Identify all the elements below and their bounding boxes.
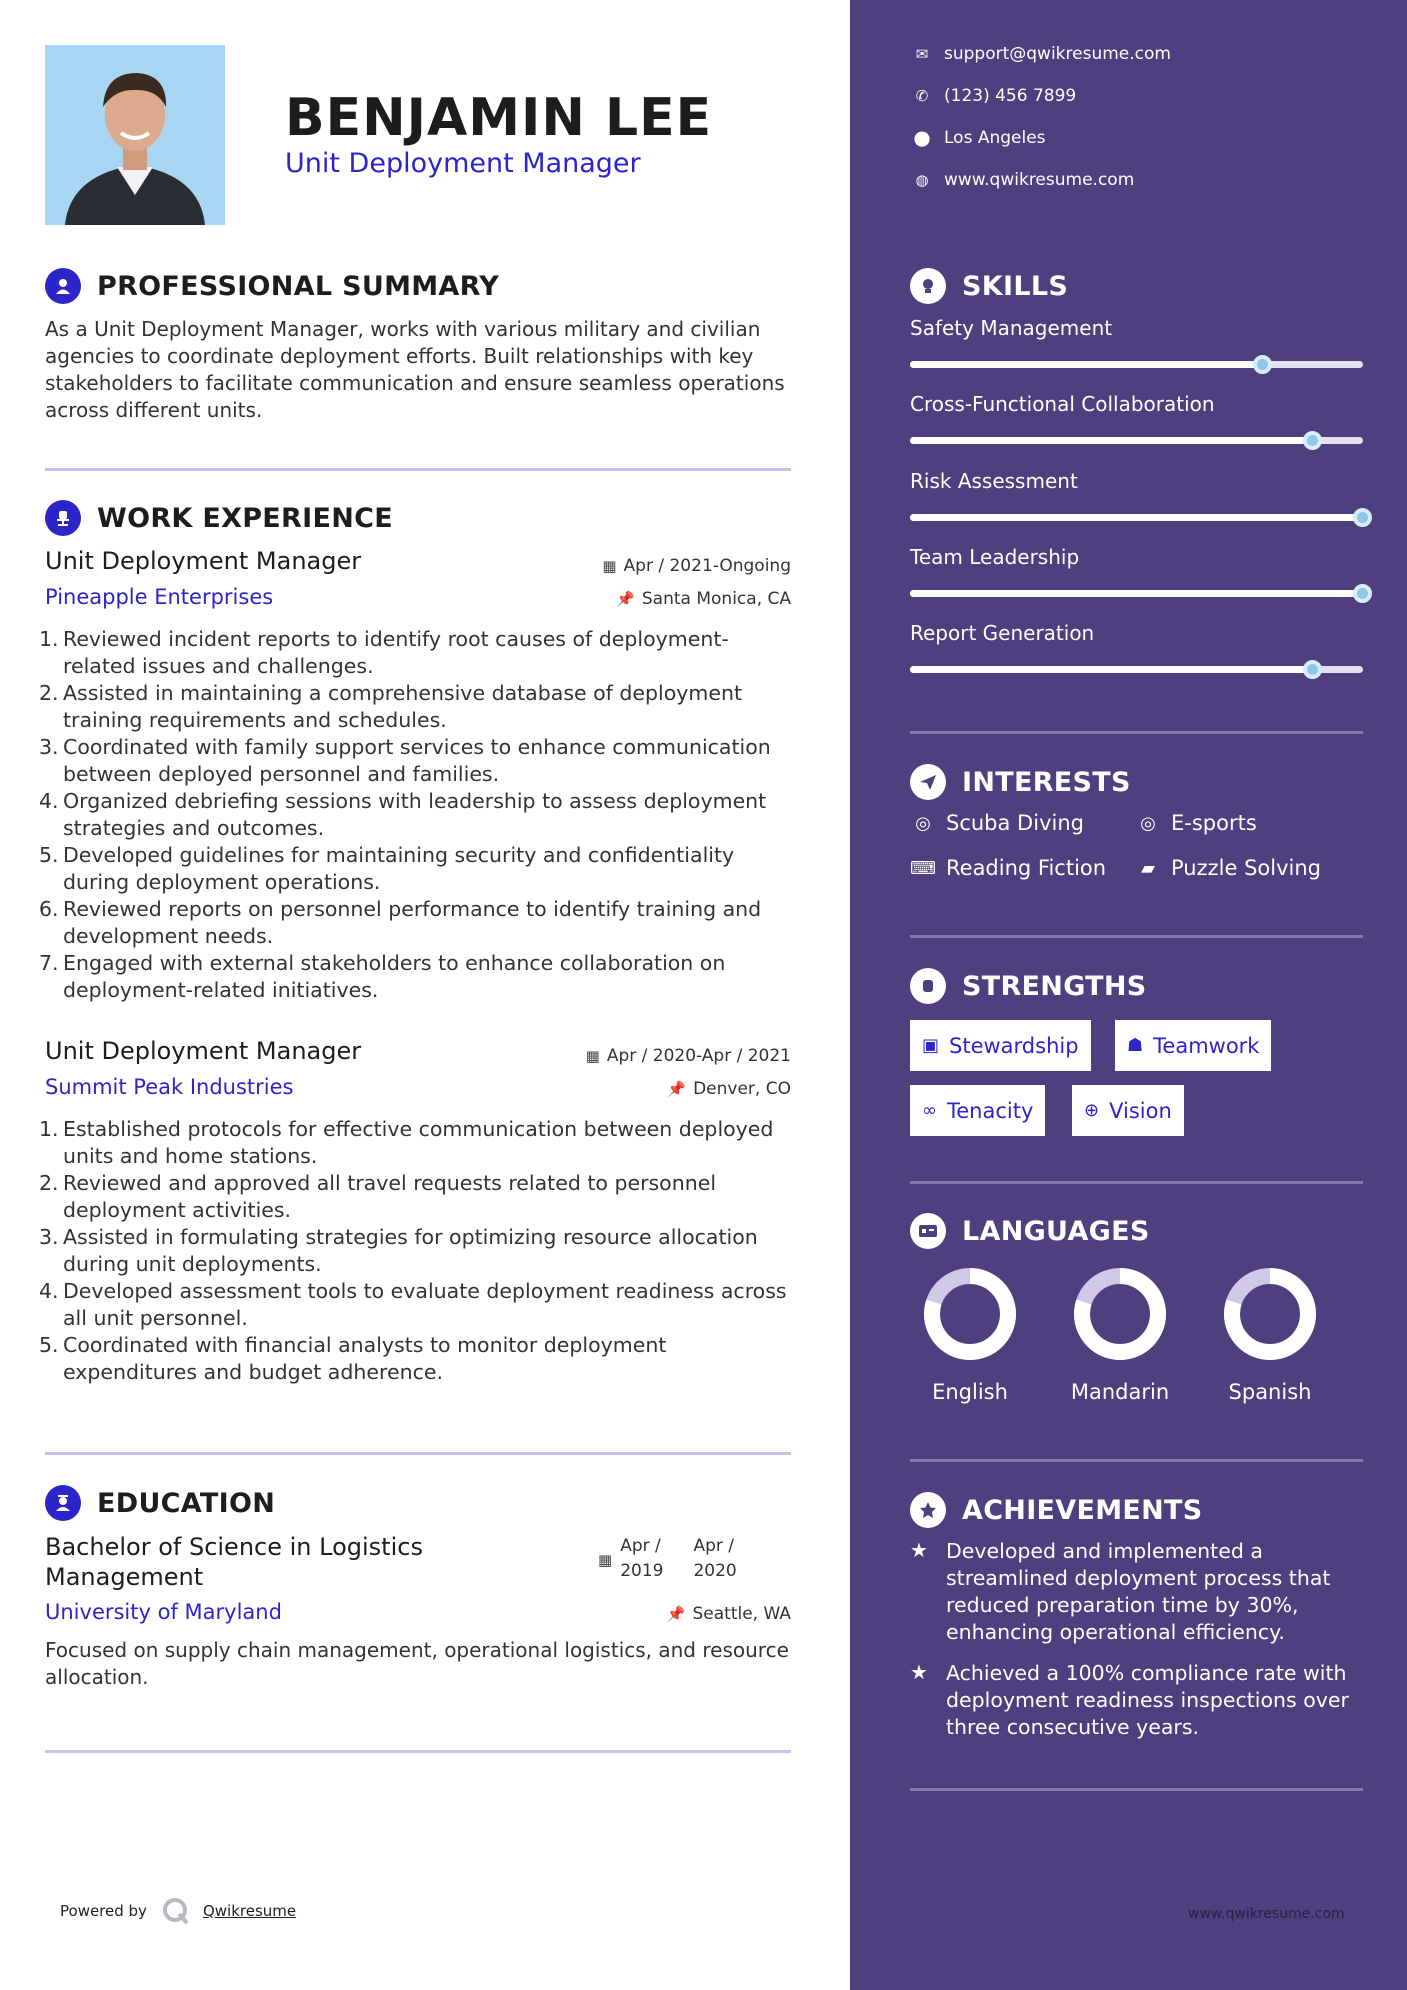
shooting-star-icon: ★	[910, 1660, 928, 1684]
degree-line: Bachelor of Science in Logistics	[45, 1533, 423, 1561]
languages-header	[910, 1213, 1150, 1249]
skill-fill	[910, 666, 1313, 673]
paper-plane-icon	[910, 764, 946, 800]
skill-fill	[910, 361, 1263, 368]
email-text[interactable]: support@qwikresume.com	[944, 44, 1171, 64]
qwikresume-link[interactable]: Qwikresume	[202, 1902, 297, 1920]
contact-email	[910, 44, 1171, 64]
skill-fill	[910, 590, 1363, 597]
profile-photo	[45, 45, 225, 225]
phone-text: (123) 456 7899	[944, 86, 1077, 106]
language-label: Mandarin	[1070, 1380, 1170, 1404]
end-month: Apr /	[693, 1536, 734, 1556]
graduate-icon	[45, 1485, 81, 1521]
job-dates-text: Apr / 2021-Ongoing	[623, 556, 791, 576]
education-text: Focused on supply chain management, operational logistics, and resource allocation.	[45, 1638, 789, 1689]
contact-phone	[910, 86, 1076, 106]
qwikresume-logo-icon	[161, 1896, 191, 1926]
job-dates	[602, 556, 791, 576]
divider	[45, 1750, 791, 1753]
divider	[45, 1452, 791, 1455]
powered-by-label: Powered by	[60, 1902, 147, 1920]
skill-label: Cross-Functional Collaboration	[910, 392, 1215, 416]
globe-icon: ◍	[915, 171, 929, 189]
list-item: 4. Organized debriefing sessions with leadership to assess deployment strategies and outcomes.	[39, 789, 767, 840]
interest-label: E-sports	[1171, 811, 1257, 835]
list-item: 4. Developed assessment tools to evaluate deployment readiness across all unit personnel.	[39, 1279, 787, 1330]
achievements-title: ACHIEVEMENTS	[962, 1494, 1203, 1526]
summary-header	[45, 268, 499, 304]
summary-text: As a Unit Deployment Manager, works with various military and civilian agencies to coordinate deployment efforts. Built relationships with key stakeholders to facilitate communication and ensure seamless operations across different units.	[45, 317, 785, 422]
star-badge-icon	[910, 1492, 946, 1528]
list-item: 2. Reviewed and approved all travel requests related to personnel deployment activities.	[39, 1171, 717, 1222]
language-item	[900, 1264, 1040, 1404]
skill-fill	[910, 514, 1363, 521]
job-company: Pineapple Enterprises	[45, 585, 274, 609]
interest-item	[910, 856, 1106, 880]
skill-knob	[1353, 508, 1372, 527]
skill-label: Risk Assessment	[910, 469, 1078, 493]
life-ring-icon: ◎	[1140, 812, 1156, 834]
link-icon: ∞	[922, 1100, 937, 1121]
list-item: 7. Engaged with external stakeholders to enhance collaboration on deployment-related initiatives.	[39, 951, 726, 1002]
job-location-text: Denver, CO	[693, 1079, 791, 1099]
shooting-star-icon: ★	[910, 1538, 928, 1562]
fist-icon	[910, 968, 946, 1004]
end-year: 2020	[693, 1561, 737, 1581]
languages-title: LANGUAGES	[962, 1215, 1150, 1247]
pin-icon: 📌	[616, 590, 635, 608]
skill-bar	[910, 590, 1363, 597]
calendar-icon: ▦	[602, 557, 617, 575]
skill-knob	[1353, 584, 1372, 603]
skill-bar	[910, 514, 1363, 521]
interest-label: Scuba Diving	[946, 811, 1084, 835]
list-item: 6. Reviewed reports on personnel performance to identify training and development needs.	[39, 897, 762, 948]
strength-label: Stewardship	[949, 1033, 1079, 1058]
job-location	[616, 589, 791, 609]
experience-header	[45, 500, 393, 536]
office-chair-icon	[45, 500, 81, 536]
strength-chip	[1072, 1085, 1184, 1136]
job-location	[667, 1079, 791, 1099]
strength-chip	[910, 1085, 1045, 1136]
pin-icon: 📌	[666, 1605, 686, 1623]
list-item: 5. Developed guidelines for maintaining security and confidentiality during deployment operations.	[39, 843, 735, 894]
lightbulb-icon	[910, 268, 946, 304]
website-text[interactable]: www.qwikresume.com	[944, 170, 1135, 190]
interests-title: INTERESTS	[962, 766, 1131, 798]
calendar-icon: ▦	[585, 1047, 600, 1065]
skill-knob	[1303, 660, 1322, 679]
summary-title: PROFESSIONAL SUMMARY	[97, 270, 500, 302]
book-icon: ▰	[1141, 857, 1155, 879]
skill-label: Safety Management	[910, 316, 1113, 340]
job-title: Unit Deployment Manager	[45, 547, 362, 575]
life-ring-icon: ◎	[915, 812, 931, 834]
start-year: 2019	[620, 1561, 664, 1581]
interests-header	[910, 764, 1131, 800]
sidebar	[850, 0, 1407, 1990]
achievement-item	[910, 1660, 1370, 1741]
divider	[910, 731, 1363, 734]
calendar-icon: ▦	[598, 1551, 613, 1569]
skill-bar	[910, 666, 1363, 673]
language-ring	[1220, 1264, 1320, 1364]
strengths-title: STRENGTHS	[962, 970, 1147, 1002]
phone-icon: ✆	[915, 87, 929, 105]
strength-label: Tenacity	[947, 1098, 1034, 1123]
achievement-text: Achieved a 100% compliance rate with deployment readiness inspections over three consecutive years.	[946, 1661, 1349, 1739]
degree	[45, 1532, 423, 1592]
strength-label: Vision	[1109, 1098, 1172, 1123]
location-text: Los Angeles	[944, 128, 1046, 148]
interest-item	[1135, 856, 1321, 880]
interest-item	[1135, 811, 1257, 835]
footer-powered-by	[60, 1896, 296, 1926]
job-duties	[39, 1116, 795, 1386]
start-month: Apr /	[620, 1536, 661, 1556]
list-item: 2. Assisted in maintaining a comprehensive database of deployment training requirements and schedules.	[39, 681, 743, 732]
experience-title: WORK EXPERIENCE	[97, 502, 393, 534]
divider	[910, 1788, 1363, 1791]
language-ring	[920, 1264, 1020, 1364]
language-item	[1200, 1264, 1340, 1404]
skill-bar	[910, 437, 1363, 444]
strength-chip	[910, 1020, 1091, 1071]
strengths-header	[910, 968, 1147, 1004]
list-item: 3. Assisted in formulating strategies for optimizing resource allocation during unit deployments.	[39, 1225, 758, 1276]
interest-label: Puzzle Solving	[1171, 856, 1321, 880]
users-icon: ☗	[1127, 1035, 1144, 1056]
skill-fill	[910, 437, 1313, 444]
language-item	[1050, 1264, 1190, 1404]
candidate-name: BENJAMIN LEE	[285, 88, 713, 148]
education-header	[45, 1485, 275, 1521]
list-item: 3. Coordinated with family support services to enhance communication between deployed personnel and families.	[39, 735, 771, 786]
footer-site[interactable]: www.qwikresume.com	[1188, 1906, 1345, 1922]
achievement-text: Developed and implemented a streamlined deployment process that reduced preparation time by 30%, enhancing operational efficiency.	[946, 1539, 1331, 1644]
job-dates	[586, 1046, 791, 1066]
envelope-icon: ✉	[915, 45, 929, 63]
gamepad-icon: ⌨	[910, 857, 936, 879]
skill-label: Report Generation	[910, 621, 1095, 645]
language-label: Spanish	[1228, 1380, 1312, 1404]
school-location	[667, 1604, 791, 1624]
job-duties	[39, 626, 795, 1004]
strength-label: Teamwork	[1153, 1033, 1260, 1058]
skill-bar	[910, 361, 1363, 368]
school-name: University of Maryland	[45, 1600, 282, 1624]
degree-line: Management	[45, 1563, 204, 1591]
map-pin-icon: ⬤	[913, 129, 931, 147]
briefcase-icon: ▣	[922, 1035, 940, 1056]
school-location-text: Seattle, WA	[692, 1604, 791, 1624]
list-item: 5. Coordinated with financial analysts to monitor deployment expenditures and budget adherence.	[39, 1333, 667, 1384]
language-ring	[1070, 1264, 1170, 1364]
translate-icon	[910, 1213, 946, 1249]
divider	[45, 468, 791, 471]
divider	[910, 1459, 1363, 1462]
job-title: Unit Deployment Manager	[45, 1037, 362, 1065]
achievement-item	[910, 1538, 1370, 1646]
binoculars-icon: ⊕	[1084, 1100, 1100, 1121]
skill-label: Team Leadership	[910, 545, 1080, 569]
skill-knob	[1303, 431, 1322, 450]
job-dates-text: Apr / 2020-Apr / 2021	[606, 1046, 791, 1066]
skill-knob	[1253, 355, 1272, 374]
divider	[910, 1181, 1363, 1184]
contact-location	[910, 128, 1046, 148]
job-location-text: Santa Monica, CA	[641, 589, 791, 609]
strength-chip	[1115, 1020, 1271, 1071]
candidate-role: Unit Deployment Manager	[285, 148, 641, 179]
list-item: 1. Reviewed incident reports to identify root causes of deployment-related issues and challenges.	[39, 627, 729, 678]
user-icon	[45, 268, 81, 304]
skills-header	[910, 268, 1068, 304]
interest-label: Reading Fiction	[946, 856, 1107, 880]
list-item: 1. Established protocols for effective communication between deployed units and home stations.	[39, 1117, 774, 1168]
education-title: EDUCATION	[97, 1487, 276, 1519]
contact-website	[910, 170, 1134, 190]
job-company: Summit Peak Industries	[45, 1075, 294, 1099]
interest-item	[910, 811, 1084, 835]
achievements-header	[910, 1492, 1203, 1528]
education-dates	[598, 1534, 737, 1584]
pin-icon: 📌	[667, 1080, 687, 1098]
skills-title: SKILLS	[962, 270, 1069, 302]
divider	[910, 935, 1363, 938]
language-label: English	[932, 1380, 1008, 1404]
